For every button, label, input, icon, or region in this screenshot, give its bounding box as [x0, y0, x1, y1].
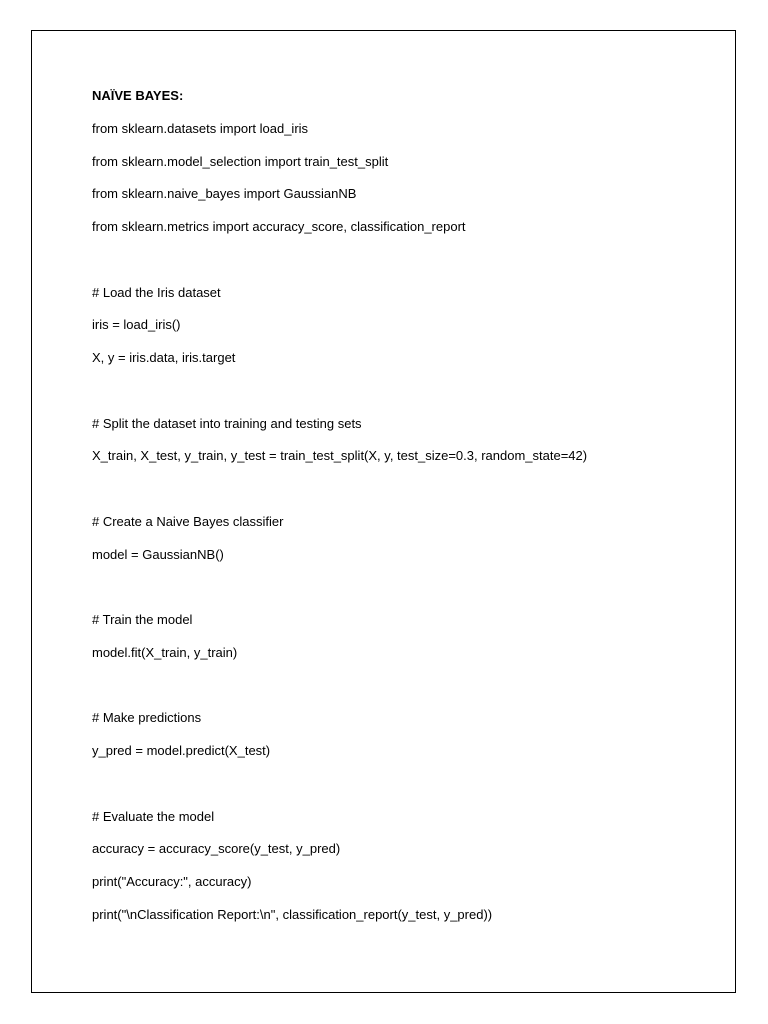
code-line: from sklearn.datasets import load_iris — [92, 120, 309, 136]
code-line: print("\nClassification Report:\n", classification_report(y_test, y_pred)) — [92, 906, 493, 922]
code-line: y_pred = model.predict(X_test) — [92, 743, 271, 758]
code-line: X, y = iris.data, iris.target — [92, 350, 236, 365]
blank-line — [92, 576, 712, 598]
code-comment-line: # Make predictions — [92, 710, 202, 726]
blank-line — [92, 478, 712, 500]
code-line: from sklearn.model_selection import train_test_split — [92, 153, 389, 169]
code-listing — [92, 118, 712, 926]
blank-line — [92, 675, 712, 697]
code-line: from sklearn.naive_bayes import GaussianNB — [92, 186, 357, 202]
code-line: model.fit(X_train, y_train) — [92, 644, 238, 660]
blank-line — [92, 773, 712, 795]
code-line: model = GaussianNB() — [92, 546, 224, 562]
document-body — [92, 85, 712, 937]
code-comment-line: # Train the model — [92, 612, 193, 627]
code-comment-line: # Split the dataset into training and testing sets — [92, 415, 362, 431]
blank-line — [92, 249, 712, 271]
code-line: iris = load_iris() — [92, 317, 181, 333]
blank-line — [92, 380, 712, 402]
code-comment-line: # Evaluate the model — [92, 808, 215, 824]
code-line: from sklearn.metrics import accuracy_score, classification_report — [92, 219, 466, 234]
code-line: accuracy = accuracy_score(y_test, y_pred) — [92, 841, 341, 857]
code-line: print("Accuracy:", accuracy) — [92, 874, 252, 889]
code-comment-line: # Load the Iris dataset — [92, 284, 221, 300]
code-line: X_train, X_test, y_train, y_test = train_test_split(X, y, test_size=0.3, random_state=42) — [92, 448, 588, 464]
document-title: NAÏVE BAYES: — [92, 88, 184, 103]
code-comment-line: # Create a Naive Bayes classifier — [92, 513, 284, 529]
